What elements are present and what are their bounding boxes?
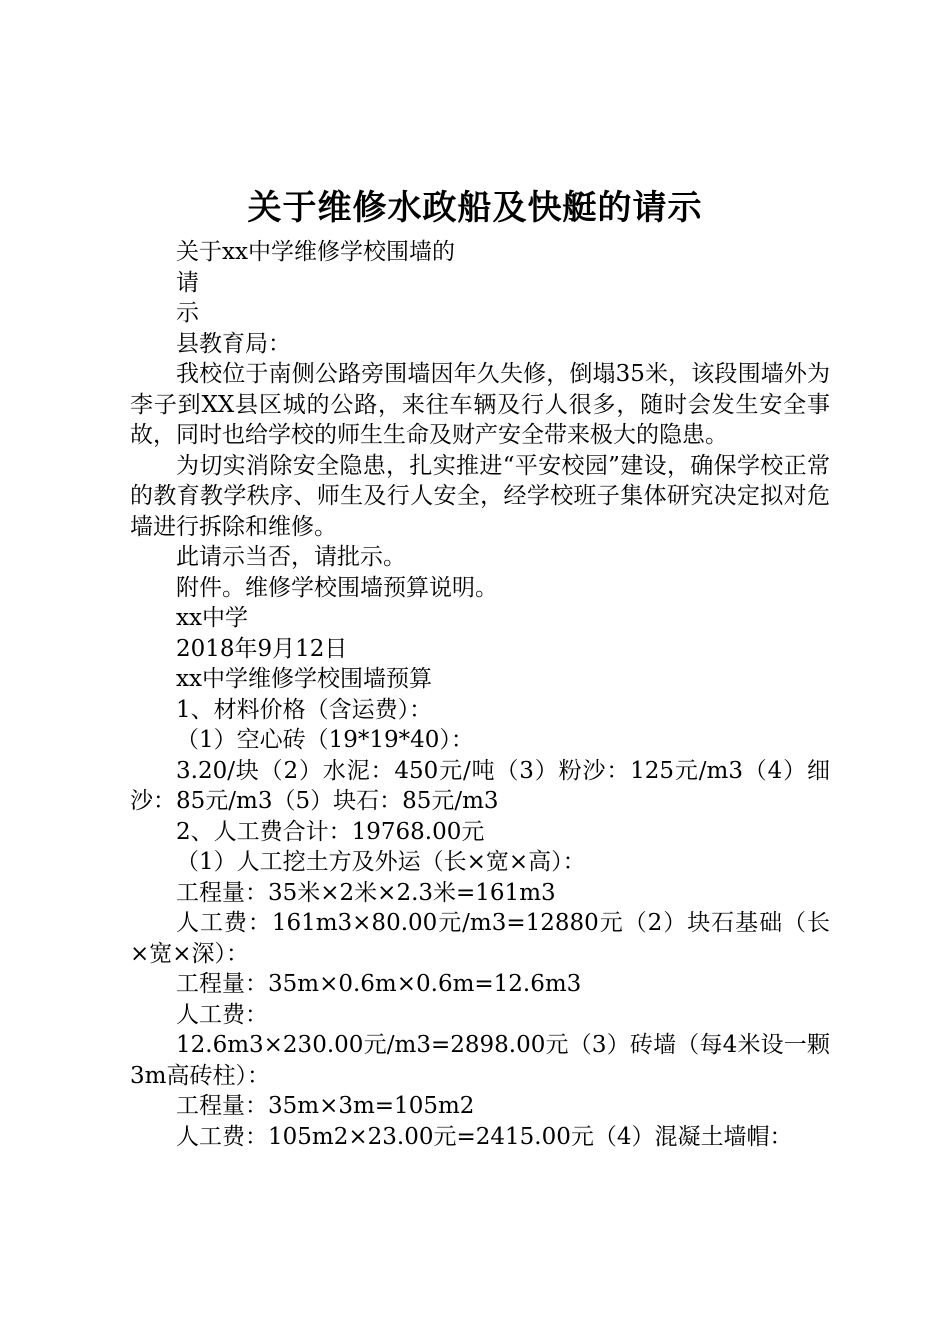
budget-line: （1）人工挖土方及外运（长×宽×高）： [176, 849, 586, 875]
doc-line: 请 [176, 269, 199, 296]
budget-line: 2、人工费合计：19768.00元 [176, 818, 485, 845]
budget-line: 工程量：35米×2米×2.3米=161m3 [176, 879, 556, 906]
doc-line: 关于xx中学维修学校围墙的 [176, 239, 455, 265]
doc-line: 示 [176, 300, 199, 326]
budget-line: 3.20/块（2）水泥：450元/吨（3）粉沙：125元/m3（4）细沙：85元/m3（5）块石：85元/m3 [130, 757, 830, 814]
budget-line: 工程量：35m×0.6m×0.6m=12.6m3 [176, 971, 582, 997]
body-paragraph: 我校位于南侧公路旁围墙因年久失修，倒塌35米，该段围墙外为李子到XX县区城的公路，来往车辆及行人很多，随时会发生安全事故，同时也给学校的师生生命及财产安全带来极大的隐患。 [130, 361, 830, 448]
signature-date: 2018年9月12日 [176, 635, 348, 662]
document-title: 关于维修水政船及快艇的请示 [247, 188, 703, 228]
budget-line: 工程量：35m×3m=105m2 [176, 1093, 475, 1119]
attachment-line: 附件。维修学校围墙预算说明。 [176, 574, 498, 601]
budget-heading: xx中学维修学校围墙预算 [176, 666, 432, 692]
budget-line: 1、材料价格（含运费）： [176, 696, 433, 723]
salutation: 县教育局： [176, 330, 291, 357]
budget-line: 人工费：161m3×80.00元/m3=12880元（2）块石基础（长×宽×深）： [130, 910, 830, 967]
budget-line: （1）空心砖（19*19*40）： [176, 727, 474, 753]
budget-line: 12.6m3×230.00元/m3=2898.00元（3）砖墙（每4米设一颗3m高砖柱）： [130, 1032, 830, 1089]
budget-line: 人工费： [176, 1001, 268, 1028]
body-paragraph: 为切实消除安全隐患，扎实推进“平安校园”建设，确保学校正常的教育教学秩序、师生及行人安全，经学校班子集体研究决定拟对危墙进行拆除和维修。 [130, 452, 830, 540]
document-body [130, 237, 830, 1152]
doc-line: 此请示当否，请批示。 [176, 544, 406, 570]
signature-org: xx中学 [176, 605, 248, 631]
budget-line: 人工费：105m2×23.00元=2415.00元（4）混凝土墙帽： [176, 1123, 793, 1150]
